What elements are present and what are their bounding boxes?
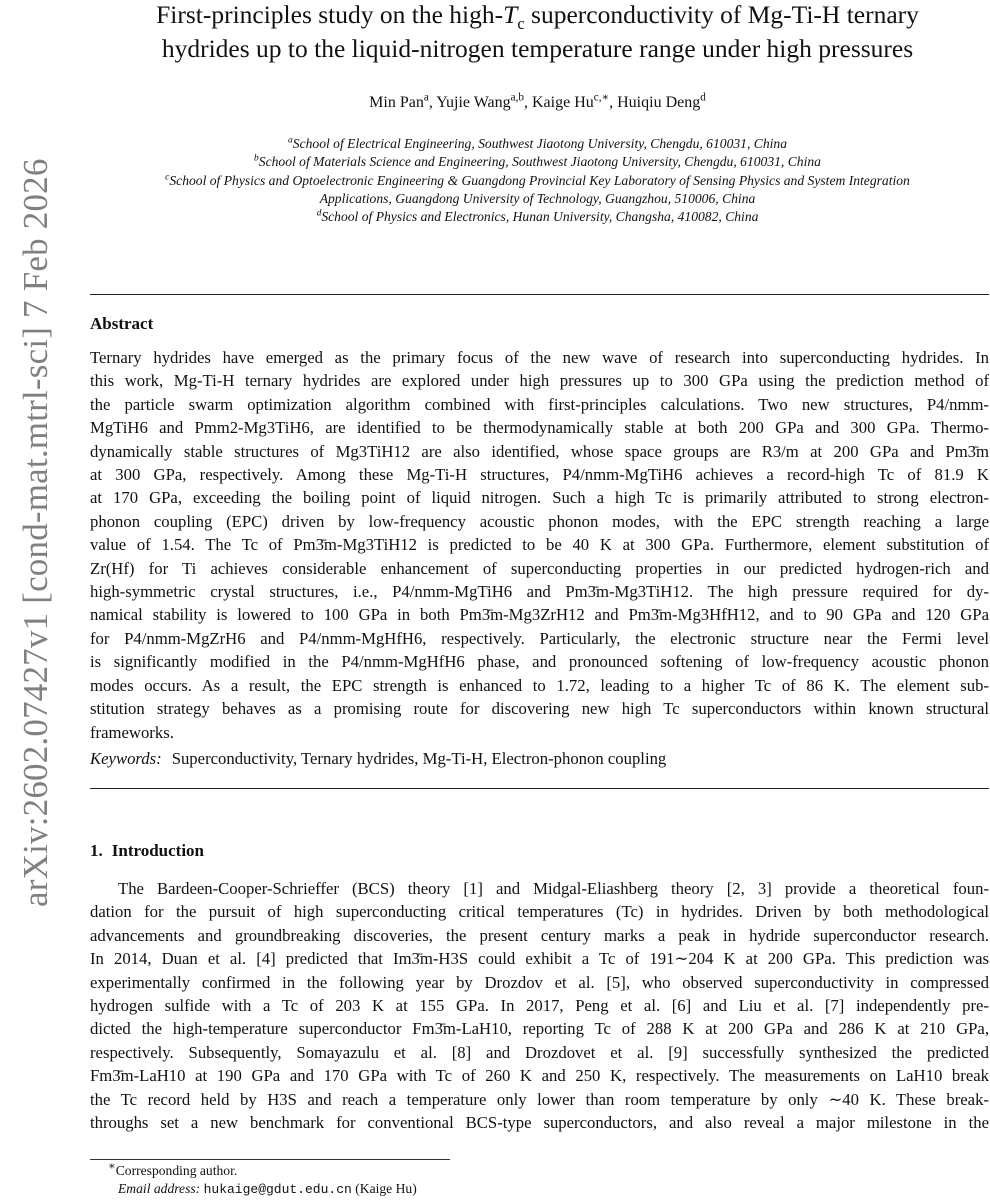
abstract-line: Ternary hydrides have emerged as the primary focus of the new wave of research into superconducting hydrides. In	[90, 348, 989, 367]
intro-line: throughs set a new benchmark for conventional BCS-type superconductors, and also reveal a major milestone in the	[90, 1113, 989, 1133]
intro-line: the Tc record held by H3S and reach a temperature only lower than room temperature by only ∼40 K. These break-	[90, 1089, 989, 1109]
title-line1-post: superconductivity of Mg-Ti-H ternary	[524, 0, 919, 29]
affiliation-sup: b	[254, 153, 259, 164]
abstract-line: high-symmetric crystal structures, i.e., P4/nmm-MgTiH6 and Pm3̄m-Mg3TiH12. The high pressure required for dy-	[90, 582, 989, 602]
intro-line: The Bardeen-Cooper-Schrieffer (BCS) theory [1] and Midgal-Eliashberg theory [2, 3] provide a theoretical foun-	[118, 879, 989, 898]
intro-line: respectively. Subsequently, Somayazulu et al. [8] and Drozdovet et al. [9] successfully synthesized the predicted	[90, 1042, 989, 1062]
abstract-body	[90, 346, 989, 744]
abstract-line: phonon coupling (EPC) driven by low-frequency acoustic phonon modes, with the EPC strength reaching a large	[90, 511, 989, 531]
abstract-line: Zr(Hf) for Ti achieves considerable enhancement of superconducting properties in our predicted hydrogen-rich and	[90, 558, 989, 578]
author-list: Min Pan$^a$, Yujie Wang$^{a,b}$, Kaige $Hu^{c,∗}$, Huiqiu Deng$^d$	[369, 91, 706, 111]
keywords-label: Keywords:	[90, 749, 162, 768]
introduction-body	[90, 877, 989, 1134]
paper-title	[100, 0, 975, 66]
abstract-line: at 170 GPa, exceeding the boiling point of liquid nitrogen. Such a high Tc is primarily attributed to strong electron-	[90, 488, 989, 508]
author-sup: a	[423, 91, 429, 104]
title-tc-symbol: T	[503, 0, 518, 29]
author: Min Pan	[369, 94, 424, 111]
author-sup: c,∗	[593, 91, 610, 104]
section-title: Introduction	[111, 841, 205, 860]
intro-line: hydrogen sulfide with a Tc of 203 K at 155 GPa. In 2017, Peng et al. [6] and Liu et al. [7] independently pre-	[90, 996, 989, 1016]
email-owner: (Kaige Hu)	[355, 1181, 417, 1196]
intro-line: dicted the high-temperature superconductor Fm3̄m-LaH10, reporting Tc of 288 K at 200 GPa and 286 K at 210 GPa,	[90, 1019, 989, 1039]
abstract-heading: Abstract	[90, 314, 154, 333]
abstract-line: frameworks.	[90, 722, 174, 742]
section-heading	[90, 841, 204, 861]
affiliation-line	[100, 208, 975, 226]
email-label: Email address:	[118, 1181, 201, 1196]
abstract-line: this work, Mg-Ti-H ternary hydrides are explored under high pressures up to 300 GPa using the prediction method of	[90, 371, 989, 391]
abstract-line: for P4/nmm-MgZrH6 and P4/nmm-MgHfH6, respectively. Particularly, the electronic structure near the Fermi level	[90, 628, 989, 648]
intro-line: advancements and groundbreaking discoveries, the present century marks a peak in hydride superconductor research.	[90, 925, 989, 945]
affiliation-line	[100, 172, 975, 190]
abstract-line: the particle swarm optimization algorithm combined with first-principles calculations. Two new structures, P4/nmm-	[90, 394, 989, 414]
abstract-line: MgTiH6 and Pmm2-Mg3TiH6, are identified to be thermodynamically stable at both 200 GPa and 300 GPa. Thermo-	[90, 418, 989, 438]
affiliation-sup: c	[165, 172, 170, 183]
footnote-email	[118, 1181, 417, 1197]
footnote-mark: ∗	[108, 1160, 116, 1173]
author-sup: a,b	[510, 91, 524, 104]
abstract-line: dynamically stable structures of Mg3TiH12 are also identified, whose space groups are R3/m at 200 GPa and Pm3̄m	[90, 441, 989, 461]
section-number: 1.	[90, 841, 103, 860]
abstract-bottom-rule	[90, 788, 989, 789]
author: Kaige Hu	[531, 94, 594, 111]
affiliation-sup: a	[288, 135, 293, 146]
author-sup: d	[700, 91, 706, 104]
footnote-rule	[90, 1159, 450, 1160]
author: Huiqiu Deng	[617, 94, 701, 111]
abstract-line: value of 1.54. The Tc of Pm3̄m-Mg3TiH12 is predicted to be 40 K at 300 GPa. Furthermore, element substitution of	[90, 535, 989, 555]
abstract-line: modes occurs. As a result, the EPC strength is enhanced to 1.72, leading to a higher Tc of 86 K. The element sub-	[90, 675, 989, 695]
keywords-list: Superconductivity, Ternary hydrides, Mg-Ti-H, Electron-phonon coupling	[171, 749, 667, 768]
intro-line: Fm3̄m-LaH10 at 190 GPa and 170 GPa with Tc of 260 K and 250 K, respectively. The measurements on LaH10 break	[90, 1066, 989, 1086]
email-address[interactable]: hukaige@gdut.edu.cn	[203, 1182, 352, 1197]
abstract-line: at 300 GPa, respectively. Among these Mg-Ti-H structures, P4/nmm-MgTiH6 achieves a record-high Tc of 81.9 K	[90, 465, 989, 485]
affiliation-line	[100, 153, 975, 171]
title-line1-pre: First-principles study on the high-	[156, 0, 504, 29]
title-line2: hydrides up to the liquid-nitrogen temperature range under high pressures	[161, 34, 914, 63]
author: Yujie Wang	[436, 94, 511, 111]
affiliation-text: Applications, Guangdong University of Technology, Guangzhou, 510006, China	[319, 190, 756, 206]
keywords	[90, 749, 666, 769]
top-rule	[90, 294, 989, 295]
title-tc-subscript: c	[517, 14, 525, 34]
intro-line: dation for the pursuit of high superconducting critical temperatures (Tc) in hydrides. Driven by both methodological	[90, 902, 989, 922]
affiliation-line	[100, 135, 975, 153]
intro-line: In 2014, Duan et al. [4] predicted that Im3̄m-H3S could exhibit a Tc of 191∼204 K at 200 GPa. This prediction was	[90, 949, 989, 969]
affiliation-sup: d	[316, 208, 322, 219]
footnote-corresponding-text: Corresponding author.	[115, 1163, 238, 1178]
arxiv-stamp: arXiv:2602.07427v1 [cond-mat.mtrl-sci] 7 Feb 2026	[16, 158, 55, 907]
affiliation-text: School of Electrical Engineering, Southwest Jiaotong University, Chengdu, 610031, China	[292, 136, 787, 151]
intro-line: experimentally confirmed in the following year by Drozdov et al. [5], who observed superconductivity in compressed	[90, 972, 989, 992]
affiliation-text: School of Physics and Electronics, Hunan University, Changsha, 410082, China	[321, 209, 759, 225]
footnote-corresponding	[108, 1160, 238, 1179]
affiliation-line	[100, 190, 975, 208]
abstract-line: namical stability is lowered to 100 GPa in both Pm3̄m-Mg3ZrH12 and Pm3̄m-Mg3HfH12, and to 90 GPa and 120 GPa	[90, 605, 989, 625]
affiliation-text: School of Physics and Optoelectronic Engineering & Guangdong Provincial Key Laboratory of Sensing Physics and System Integration	[169, 172, 910, 188]
abstract-line: is significantly modified in the P4/nmm-MgHfH6 phase, and pronounced softening of low-frequency acoustic phonon	[90, 652, 989, 672]
abstract-line: stitution strategy behaves as a promising route for discovering new high Tc superconductors within known structural	[90, 699, 989, 719]
affiliations	[100, 135, 975, 226]
affiliation-text: School of Materials Science and Engineering, Southwest Jiaotong University, Chengdu, 610031, China	[258, 154, 821, 170]
